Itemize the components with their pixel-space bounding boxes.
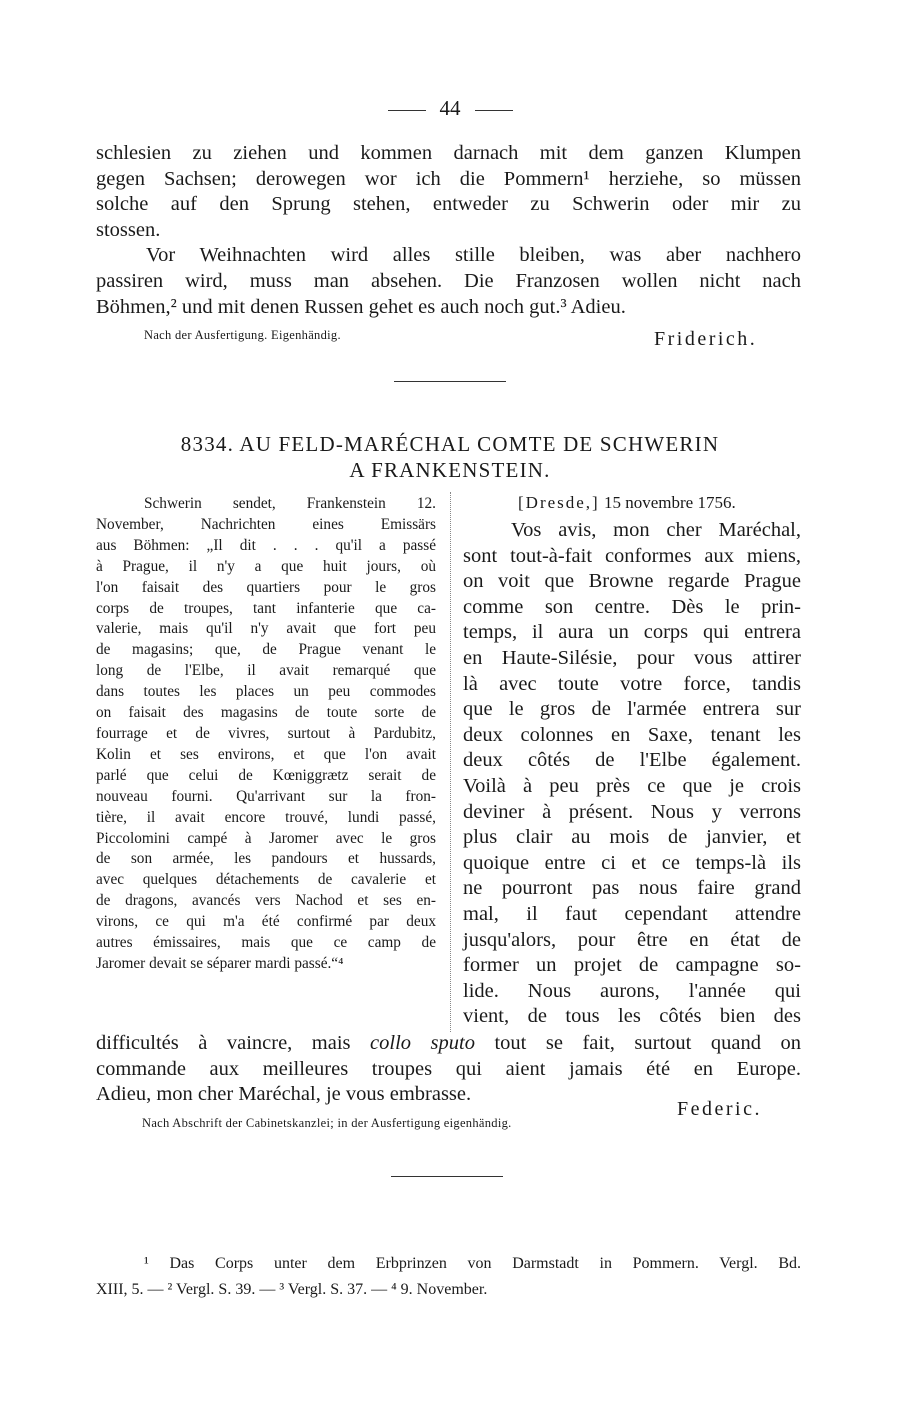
letter-body-continued bbox=[96, 1031, 801, 1108]
previous-letter-text bbox=[96, 141, 801, 320]
letter-heading-line: 8334. AU FELD-MARÉCHAL COMTE DE SCHWERIN bbox=[180, 432, 720, 456]
body-line: que le gros de l'armée entrera sur bbox=[463, 698, 801, 721]
letter-source: Nach Abschrift der Cabinetskanzlei; in der Ausfertigung eigenhändig. bbox=[142, 1116, 512, 1130]
letter-signature: Federic. bbox=[677, 1098, 762, 1120]
summary-line: virons, ce qui m'a été confirmé par deux bbox=[96, 913, 436, 931]
summary-line: à Prague, il n'y a que huit jours, où bbox=[96, 557, 436, 575]
summary-line: Kolin et ses environs, et que l'on avait bbox=[96, 745, 436, 763]
summary-line: aus Böhmen: „Il dit . . . qu'il a passé bbox=[96, 536, 436, 554]
summary-line: on faisait des magasins de toute sorte de bbox=[96, 704, 436, 722]
dateline bbox=[518, 493, 736, 513]
body-line: quoique entre ci et ce temps-là ils bbox=[463, 851, 801, 874]
body-line: jusqu'alors, pour être en état de bbox=[463, 928, 801, 951]
text-line: schlesien zu ziehen und kommen darnach mit dem ganzen Klumpen bbox=[96, 142, 801, 164]
body-line: Voilà à peu près ce que je crois bbox=[463, 774, 801, 797]
summary-line: corps de troupes, tant infanterie que ca- bbox=[96, 599, 436, 617]
body-line: Vos avis, mon cher Maréchal, bbox=[511, 519, 801, 541]
summary-line: l'on faisait des quartiers pour le gros bbox=[96, 578, 436, 596]
body-line: deviner à présent. Nous y verrons bbox=[463, 800, 801, 823]
text-line: solche auf den Sprung stehen, entweder zu Schwerin oder mir zu bbox=[96, 193, 801, 216]
dateline-date: 15 novembre 1756. bbox=[603, 493, 736, 512]
column-divider bbox=[450, 492, 451, 1032]
summary-line: Schwerin sendet, Frankenstein 12. bbox=[144, 495, 436, 512]
body-line: comme son centre. Dès le prin- bbox=[463, 595, 801, 618]
body-line: commande aux meilleures troupes qui aient jamais été en Europe. bbox=[96, 1057, 801, 1080]
summary-line: Jaromer devait se séparer mardi passé.“⁴ bbox=[96, 954, 344, 972]
footnotes bbox=[96, 1251, 801, 1303]
body-line: deux côtés de l'Elbe également. bbox=[463, 749, 801, 772]
summary-line: de son armée, les pandours et hussards, bbox=[96, 850, 436, 868]
text-line: passiren wird, muss man absehen. Die Franzosen wollen nicht nach bbox=[96, 269, 801, 292]
body-line: mal, il faut cependant attendre bbox=[463, 902, 801, 925]
letter-heading-line: A FRANKENSTEIN. bbox=[349, 458, 551, 482]
summary-line: dans toutes les places un peu commodes bbox=[96, 683, 436, 701]
letter-body bbox=[463, 518, 801, 1030]
summary-line: autres émissaires, mais que ce camp de bbox=[96, 934, 436, 952]
body-line: plus clair au mois de janvier, et bbox=[463, 826, 801, 849]
body-line: ne pourront pas nous faire grand bbox=[463, 877, 801, 900]
text-line: Böhmen,² und mit denen Russen gehet es auch noch gut.³ Adieu. bbox=[96, 295, 626, 318]
page-number: 44 bbox=[439, 96, 461, 120]
body-line: deux colonnes en Saxe, tenant les bbox=[463, 723, 801, 746]
body-line: sont tout-à-fait conformes aux miens, bbox=[463, 544, 801, 567]
italic-phrase: collo sputo bbox=[370, 1032, 475, 1054]
summary-line: fourrage et de vivres, surtout à Pardubitz, bbox=[96, 724, 436, 742]
summary-line: November, Nachrichten eines Emissärs bbox=[96, 515, 436, 533]
summary-line: nouveau fourni. Qu'arrivant sur la fron- bbox=[96, 787, 436, 805]
body-line: on voit que Browne regarde Prague bbox=[463, 570, 801, 593]
page-number-dash-left bbox=[388, 110, 426, 111]
section-divider bbox=[394, 381, 506, 382]
previous-letter-signature: Friderich. bbox=[654, 328, 758, 350]
summary-line: parlé que celui de Kœniggrætz serait de bbox=[96, 766, 436, 784]
body-line: temps, il aura un corps qui entrera bbox=[463, 621, 801, 644]
body-line: lide. Nous aurons, l'année qui bbox=[463, 979, 801, 1002]
summary-line: valerie, mais qu'il n'y avait que fort peu bbox=[96, 620, 436, 638]
text-line: gegen Sachsen; derowegen wor ich die Pommern¹ herziehe, so müssen bbox=[96, 167, 801, 190]
footnote-line: ¹ Das Corps unter dem Erbprinzen von Darmstadt in Pommern. Vergl. Bd. bbox=[144, 1255, 801, 1272]
body-line: là avec toute votre force, tandis bbox=[463, 672, 801, 695]
letter-summary bbox=[96, 494, 436, 975]
body-line-text: difficultés à vaincre, mais bbox=[96, 1032, 351, 1054]
body-line: vient, de tous les côtés bien des bbox=[463, 1005, 801, 1028]
text-line: Vor Weihnachten wird alles stille bleiben, was aber nachhero bbox=[146, 244, 801, 267]
letter-heading bbox=[0, 431, 900, 483]
summary-line: tière, il avait encore trouvé, lundi passé, bbox=[96, 808, 436, 826]
text-line: stossen. bbox=[96, 218, 161, 241]
body-line: former un projet de campagne so- bbox=[463, 954, 801, 977]
previous-letter-source: Nach der Ausfertigung. Eigenhändig. bbox=[144, 328, 341, 342]
page-number-dash-right bbox=[475, 110, 513, 111]
section-divider bbox=[391, 1176, 503, 1177]
body-line: en Haute-Silésie, pour vous attirer bbox=[463, 646, 801, 669]
summary-line: de magasins; que, de Prague venant le bbox=[96, 641, 436, 659]
summary-line: long de l'Elbe, il avait remarqué que bbox=[96, 662, 436, 680]
page-number-block bbox=[0, 96, 900, 121]
body-line bbox=[96, 1031, 801, 1057]
dateline-place: [Dresde,] bbox=[518, 493, 600, 512]
summary-line: de dragons, avancés vers Nachod et ses en- bbox=[96, 892, 436, 910]
footnote-line: XIII, 5. — ² Vergl. S. 39. — ³ Vergl. S. 37. — ⁴ 9. November. bbox=[96, 1281, 488, 1298]
summary-line: avec quelques détachements de cavalerie et bbox=[96, 871, 436, 889]
body-line: Adieu, mon cher Maréchal, je vous embrasse. bbox=[96, 1083, 472, 1106]
summary-line: Piccolomini campé à Jaromer avec le gros bbox=[96, 829, 436, 847]
body-line-text: tout se fait, surtout quand on bbox=[494, 1032, 801, 1054]
